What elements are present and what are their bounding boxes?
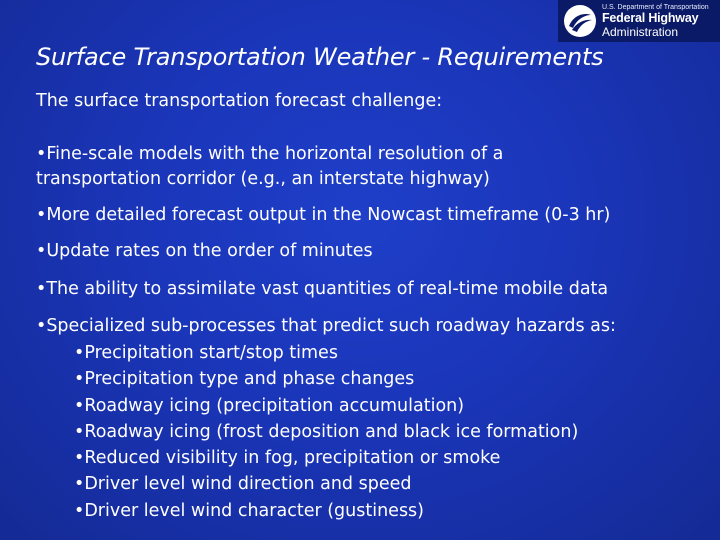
bullet-update-rates: •Update rates on the order of minutes <box>36 241 373 261</box>
slide-title: Surface Transportation Weather - Requirements <box>36 43 604 71</box>
fhwa-emblem-icon <box>563 4 597 38</box>
bullet-fine-scale-models <box>36 142 503 192</box>
sub-bullet-item: •Precipitation type and phase changes <box>74 369 415 390</box>
logo-name-line2: Administration <box>602 24 679 39</box>
bullet-line: •Fine-scale models with the horizontal resolution of a <box>36 144 504 164</box>
bullet-forecast-output: •More detailed forecast output in the Nowcast timeframe (0-3 hr) <box>36 205 611 225</box>
bullet-sub-processes: •Specialized sub-processes that predict such roadway hazards as: <box>36 316 616 336</box>
sub-bullet-item: •Reduced visibility in fog, precipitation or smoke <box>74 448 501 469</box>
bullet-line: transportation corridor (e.g., an interstate highway) <box>36 169 490 189</box>
logo-name-line1: Federal Highway <box>602 11 699 26</box>
logo-department-text: U.S. Department of Transportation <box>602 4 709 12</box>
sub-bullet-item: •Driver level wind direction and speed <box>74 474 412 495</box>
fhwa-logo <box>558 0 720 42</box>
sub-bullet-list <box>74 340 578 524</box>
sub-bullet-item: •Roadway icing (frost deposition and black ice formation) <box>74 421 579 442</box>
sub-bullet-item: •Precipitation start/stop times <box>74 343 338 363</box>
sub-bullet-item: •Driver level wind character (gustiness) <box>74 500 424 521</box>
sub-bullet-item: •Roadway icing (precipitation accumulation) <box>74 395 465 416</box>
bullet-mobile-data: •The ability to assimilate vast quantities of real-time mobile data <box>36 279 609 299</box>
intro-text: The surface transportation forecast challenge: <box>36 91 443 111</box>
